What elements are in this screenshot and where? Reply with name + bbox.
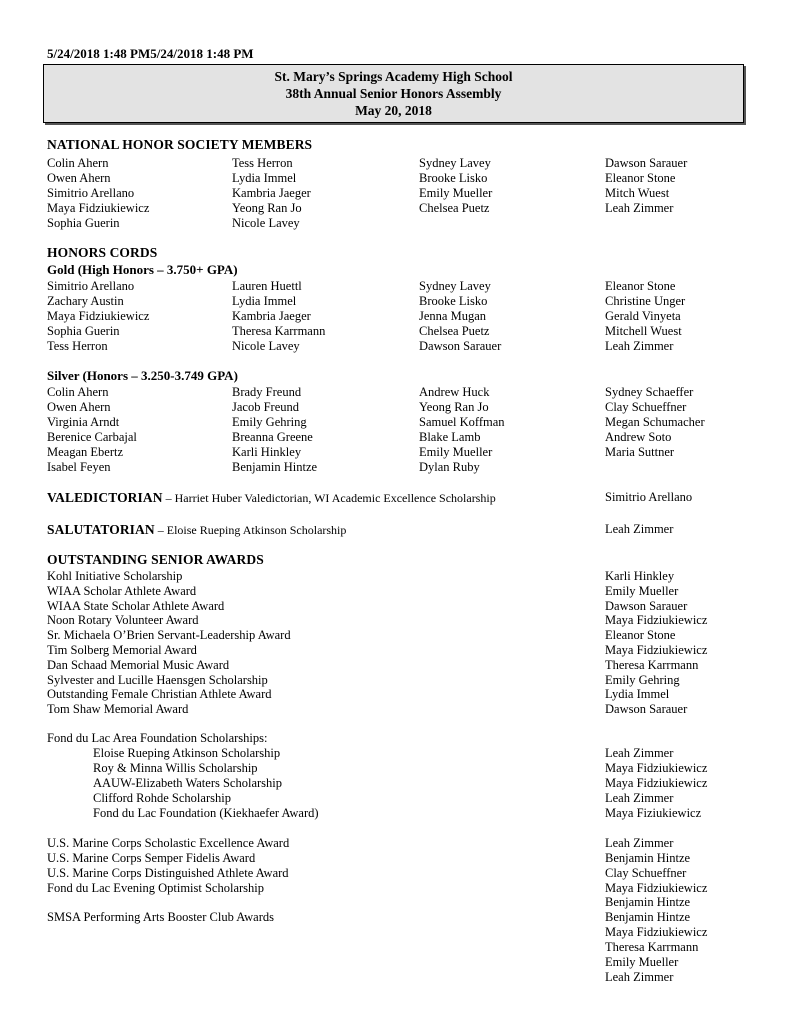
silver-column-4 [605,385,705,460]
honoree-name: Sophia Guerin [47,216,120,230]
smsa-award: SMSA Performing Arts Booster Club Awards [47,910,274,924]
outstanding-award-name: Sr. Michaela O’Brien Servant-Leadership Award [47,628,291,643]
valedictorian-name: Simitrio Arellano [605,490,693,504]
honoree-name: Sophia Guerin [47,324,120,338]
silver-heading: Silver (Honors – 3.250-3.749 GPA) [47,368,238,383]
honoree-name: Jacob Freund [232,400,299,414]
honoree-name: Theresa Karrmann [605,940,699,954]
honoree-name: Jenna Mugan [419,309,486,323]
outstanding-award-name: Kohl Initiative Scholarship [47,569,183,583]
outstanding-recipient: Eleanor Stone [605,628,676,643]
outstanding-award-name: Tim Solberg Memorial Award [47,643,197,657]
marine-recipient: Benjamin Hintze [605,851,691,865]
salutatorian-line [47,521,346,539]
honoree-name: Samuel Koffman [419,415,505,429]
outstanding-recipient: Maya Fidziukiewicz [605,643,708,657]
salutatorian-name: Leah Zimmer [605,522,674,536]
salutatorian-award: – Eloise Rueping Atkinson Scholarship [154,523,347,537]
marine-recipient: Leah Zimmer [605,836,674,850]
honoree-name: Karli Hinkley [232,445,302,459]
outstanding-recipient: Emily Mueller [605,583,679,598]
honoree-name: Emily Mueller [419,445,493,459]
honoree-name: Nicole Lavey [232,216,300,230]
honoree-name: Brady Freund [232,385,302,399]
honoree-name: Lauren Huettl [232,279,302,293]
outstanding-award-name: Outstanding Female Christian Athlete Award [47,687,272,702]
fdl-foundation-heading: Fond du Lac Area Foundation Scholarships: [47,731,268,745]
valedictorian-line [47,489,496,507]
document-header [43,64,744,123]
print-timestamp: 5/24/2018 1:48 PM5/24/2018 1:48 PM [47,46,254,61]
honoree-name: Breanna Greene [232,430,313,444]
honoree-name: Maya Fidziukiewicz [605,925,708,939]
gold-heading: Gold (High Honors – 3.750+ GPA) [47,262,238,277]
silver-column-2 [232,385,317,475]
honoree-name: Colin Ahern [47,385,109,399]
honoree-name: Tess Herron [232,156,293,170]
fdl-award-name: Roy & Minna Willis Scholarship [93,761,258,775]
honoree-name: Benjamin Hintze [232,460,318,474]
honoree-name: Mitch Wuest [605,186,670,200]
honoree-name: Yeong Ran Jo [232,201,302,215]
gold-column-3 [419,279,501,354]
outstanding-award-name: WIAA State Scholar Athlete Award [47,598,225,613]
gold-column-4 [605,279,685,354]
marine-recipient: Maya Fidziukiewicz [605,881,708,895]
silver-column-1 [47,385,137,475]
honoree-name: Kambria Jaeger [232,309,311,323]
honoree-name: Andrew Soto [605,430,672,444]
outstanding-recipient: Theresa Karrmann [605,657,699,672]
honoree-name: Emily Gehring [232,415,307,429]
outstanding-award-name: Dan Schaad Memorial Music Award [47,657,230,672]
fdl-award-name: AAUW-Elizabeth Waters Scholarship [93,776,282,790]
honoree-name: Sydney Schaeffer [605,385,694,399]
honoree-name: Chelsea Puetz [419,201,490,215]
honoree-name: Yeong Ran Jo [419,400,489,414]
honoree-name: Eleanor Stone [605,279,676,293]
school-name: St. Mary’s Springs Academy High School [274,69,513,84]
honoree-name: Simitrio Arellano [47,279,135,293]
fdl-award-name: Clifford Rohde Scholarship [93,791,231,805]
honoree-name: Maya Fidziukiewicz [47,201,150,215]
honoree-name: Simitrio Arellano [47,186,135,200]
outstanding-award-name: WIAA Scholar Athlete Award [47,583,197,598]
honoree-name: Clay Schueffner [605,400,687,414]
honoree-name: Sydney Lavey [419,279,491,293]
honoree-name: Nicole Lavey [232,339,300,353]
honoree-name: Leah Zimmer [605,201,674,215]
honoree-name: Mitchell Wuest [605,324,682,338]
honoree-name: Emily Mueller [419,186,493,200]
fdl-recipient: Leah Zimmer [605,746,674,760]
honoree-name: Tess Herron [47,339,108,353]
honoree-name: Eleanor Stone [605,171,676,185]
honoree-name: Brooke Lisko [419,171,488,185]
honoree-name: Kambria Jaeger [232,186,311,200]
honoree-name: Leah Zimmer [605,339,674,353]
nhs-heading: NATIONAL HONOR SOCIETY MEMBERS [47,137,313,152]
outstanding-award-name: Noon Rotary Volunteer Award [47,613,199,628]
honoree-name: Isabel Feyen [47,460,111,474]
event-date: May 20, 2018 [355,103,432,118]
honoree-name: Dylan Ruby [419,460,480,474]
nhs-column-2 [232,156,311,231]
nhs-column-4 [605,156,687,216]
honoree-name: Virginia Arndt [47,415,120,429]
outstanding-award-name: Sylvester and Lucille Haensgen Scholarship [47,672,268,687]
honoree-name: Blake Lamb [419,430,481,444]
honoree-name: Sydney Lavey [419,156,491,170]
salutatorian-heading: SALUTATORIAN [47,522,155,537]
outstanding-recipient: Karli Hinkley [605,569,675,583]
honoree-name: Chelsea Puetz [419,324,490,338]
honoree-name: Lydia Immel [232,294,297,308]
honoree-name: Christine Unger [605,294,686,308]
fdl-recipient: Maya Fiziukiewicz [605,806,702,820]
marine-award-name: U.S. Marine Corps Semper Fidelis Award [47,851,256,865]
marine-award-name: Fond du Lac Evening Optimist Scholarship [47,881,264,895]
honoree-name: Berenice Carbajal [47,430,137,444]
nhs-column-3 [419,156,492,216]
outstanding-recipient: Dawson Sarauer [605,598,688,613]
event-title: 38th Annual Senior Honors Assembly [285,86,502,101]
valedictorian-heading: VALEDICTORIAN [47,490,163,505]
honoree-name: Emily Mueller [605,955,679,969]
gold-column-1 [47,279,149,354]
honoree-name: Andrew Huck [419,385,490,399]
honoree-name: Dawson Sarauer [605,156,688,170]
outstanding-recipient: Maya Fidziukiewicz [605,613,708,628]
nhs-column-1 [47,156,149,231]
smsa-recipients [605,910,707,985]
honoree-name: Benjamin Hintze [605,910,691,924]
honoree-name: Lydia Immel [232,171,297,185]
honoree-name: Brooke Lisko [419,294,488,308]
valedictorian-award: – Harriet Huber Valedictorian, WI Academic Excellence Scholarship [162,491,496,505]
honoree-name: Owen Ahern [47,171,111,185]
honors-cords-heading: HONORS CORDS [47,245,158,260]
honoree-name: Dawson Sarauer [419,339,502,353]
honoree-name: Owen Ahern [47,400,111,414]
optimist-second-recipient: Benjamin Hintze [605,895,691,909]
marine-award-name: U.S. Marine Corps Scholastic Excellence Award [47,836,290,850]
honoree-name: Gerald Vinyeta [605,309,681,323]
outstanding-recipient: Dawson Sarauer [605,702,688,717]
outstanding-recipient: Emily Gehring [605,672,680,687]
fdl-recipient: Maya Fidziukiewicz [605,761,708,775]
marine-award-name: U.S. Marine Corps Distinguished Athlete Award [47,866,289,880]
outstanding-recipient: Lydia Immel [605,687,670,702]
honoree-name: Colin Ahern [47,156,109,170]
fdl-recipient: Leah Zimmer [605,791,674,805]
outstanding-awards-heading: OUTSTANDING SENIOR AWARDS [47,552,264,567]
fdl-award-name: Fond du Lac Foundation (Kiekhaefer Award) [93,806,319,820]
fdl-recipient: Maya Fidziukiewicz [605,776,708,790]
marine-recipient: Clay Schueffner [605,866,687,880]
honoree-name: Zachary Austin [47,294,124,308]
honoree-name: Maria Suttner [605,445,675,459]
honoree-name: Megan Schumacher [605,415,705,429]
outstanding-award-name: Tom Shaw Memorial Award [47,702,189,717]
honoree-name: Theresa Karrmann [232,324,326,338]
gold-column-2 [232,279,325,354]
honoree-name: Meagan Ebertz [47,445,124,459]
honoree-name: Maya Fidziukiewicz [47,309,150,323]
fdl-award-name: Eloise Rueping Atkinson Scholarship [93,746,281,760]
silver-column-3 [419,385,505,475]
honoree-name: Leah Zimmer [605,970,674,984]
